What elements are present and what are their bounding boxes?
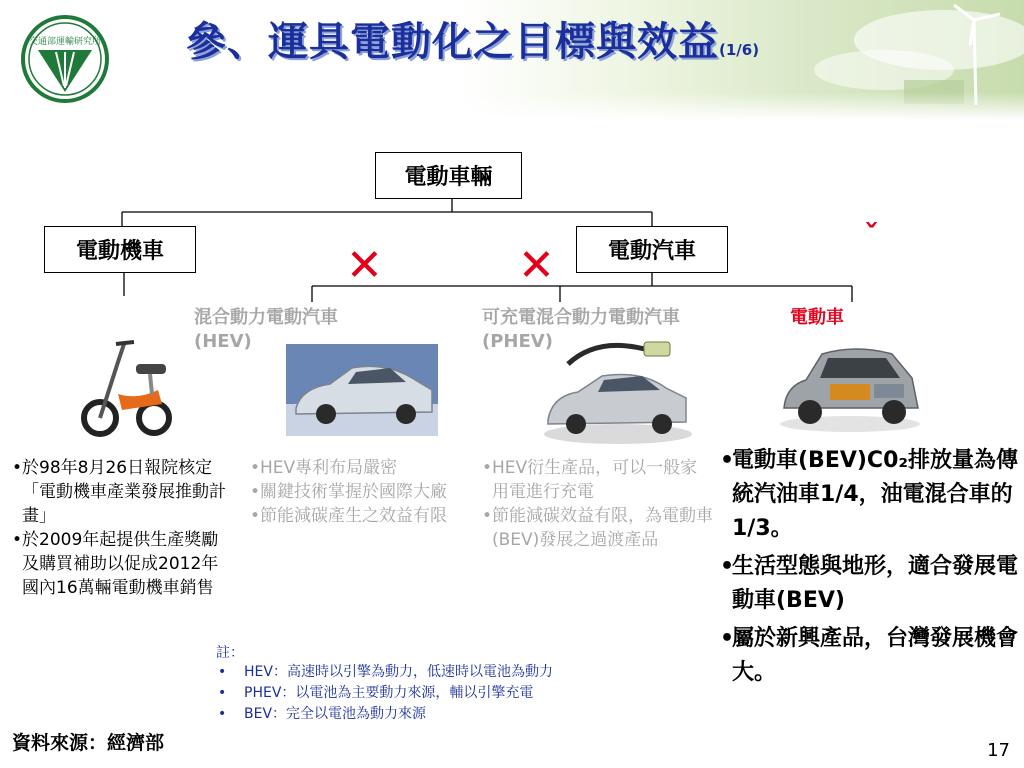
- phev-abbr: (PHEV): [482, 331, 553, 352]
- list-item: • 節能減碳效益有限，為電動車(BEV)發展之過渡產品: [482, 504, 714, 552]
- root-node-label: 電動車輛: [404, 165, 493, 190]
- hev-name: 混合動力電動汽車: [194, 307, 338, 328]
- bev-points-list: [720, 444, 1020, 694]
- list-item: • BEV：完全以電池為動力來源: [216, 704, 553, 725]
- list-item: • 於2009年起提供生產獎勵及購買補助以促成2012年國內16萬輛電動機車銷售: [12, 528, 234, 600]
- list-item: • 電動車(BEV)C0₂排放量為傳統汽油車1/4，油電混合車的1/3。: [720, 444, 1020, 546]
- list-item: • 屬於新興產品，台灣發展機會大。: [720, 622, 1020, 690]
- list-item: • 節能減碳產生之效益有限: [250, 504, 450, 528]
- notes-list: [216, 662, 553, 725]
- hev-abbr: (HEV): [194, 331, 252, 352]
- root-node-electric-vehicles: [375, 152, 522, 199]
- logo-text: 交通部運輸研究所: [28, 37, 102, 47]
- institute-logo: [20, 14, 110, 104]
- bev-check-mark: ˇ: [864, 219, 879, 254]
- notes-title: 註：: [216, 645, 244, 661]
- list-item: • 於98年8月26日報院核定「電動機車產業發展推動計畫」: [12, 456, 234, 528]
- node-electric-car-label: 電動汽車: [607, 239, 696, 264]
- list-item: • PHEV：以電池為主要動力來源，輔以引擎充電: [216, 683, 553, 704]
- slide-title-page-index: (1/6): [719, 41, 760, 59]
- hev-car-image: [286, 344, 438, 436]
- list-item: • HEV專利布局嚴密: [250, 456, 450, 480]
- phev-car-image: [538, 336, 694, 446]
- hev-cross-mark: ✕: [346, 240, 383, 291]
- list-item: • HEV衍生產品，可以一般家用電進行充電: [482, 456, 714, 504]
- phev-name: 可充電混合動力電動汽車: [482, 307, 680, 328]
- page-number: 17: [987, 740, 1010, 761]
- bev-category-label: [790, 306, 844, 330]
- bev-car-image: [776, 334, 924, 434]
- scooter-policy-list: [12, 456, 234, 600]
- data-source: 資料來源：經濟部: [12, 732, 165, 754]
- electric-scooter-image: [78, 334, 178, 438]
- phev-cross-mark: ✕: [518, 240, 555, 291]
- phev-points-list: [482, 456, 714, 552]
- node-electric-scooter-label: 電動機車: [75, 239, 164, 264]
- slide-title: [186, 10, 966, 70]
- list-item: • HEV：高速時以引擎為動力，低速時以電池為動力: [216, 662, 553, 683]
- list-item: • 關鍵技術掌握於國際大廠: [250, 480, 450, 504]
- list-item: • 生活型態與地形，適合發展電動車(BEV): [720, 550, 1020, 618]
- node-electric-car: [576, 226, 728, 273]
- hev-points-list: [250, 456, 450, 528]
- node-electric-scooter: [44, 226, 196, 273]
- bev-name: 電動車: [790, 307, 844, 328]
- slide-title-text: 參、運具電動化之目標與效益: [186, 19, 719, 65]
